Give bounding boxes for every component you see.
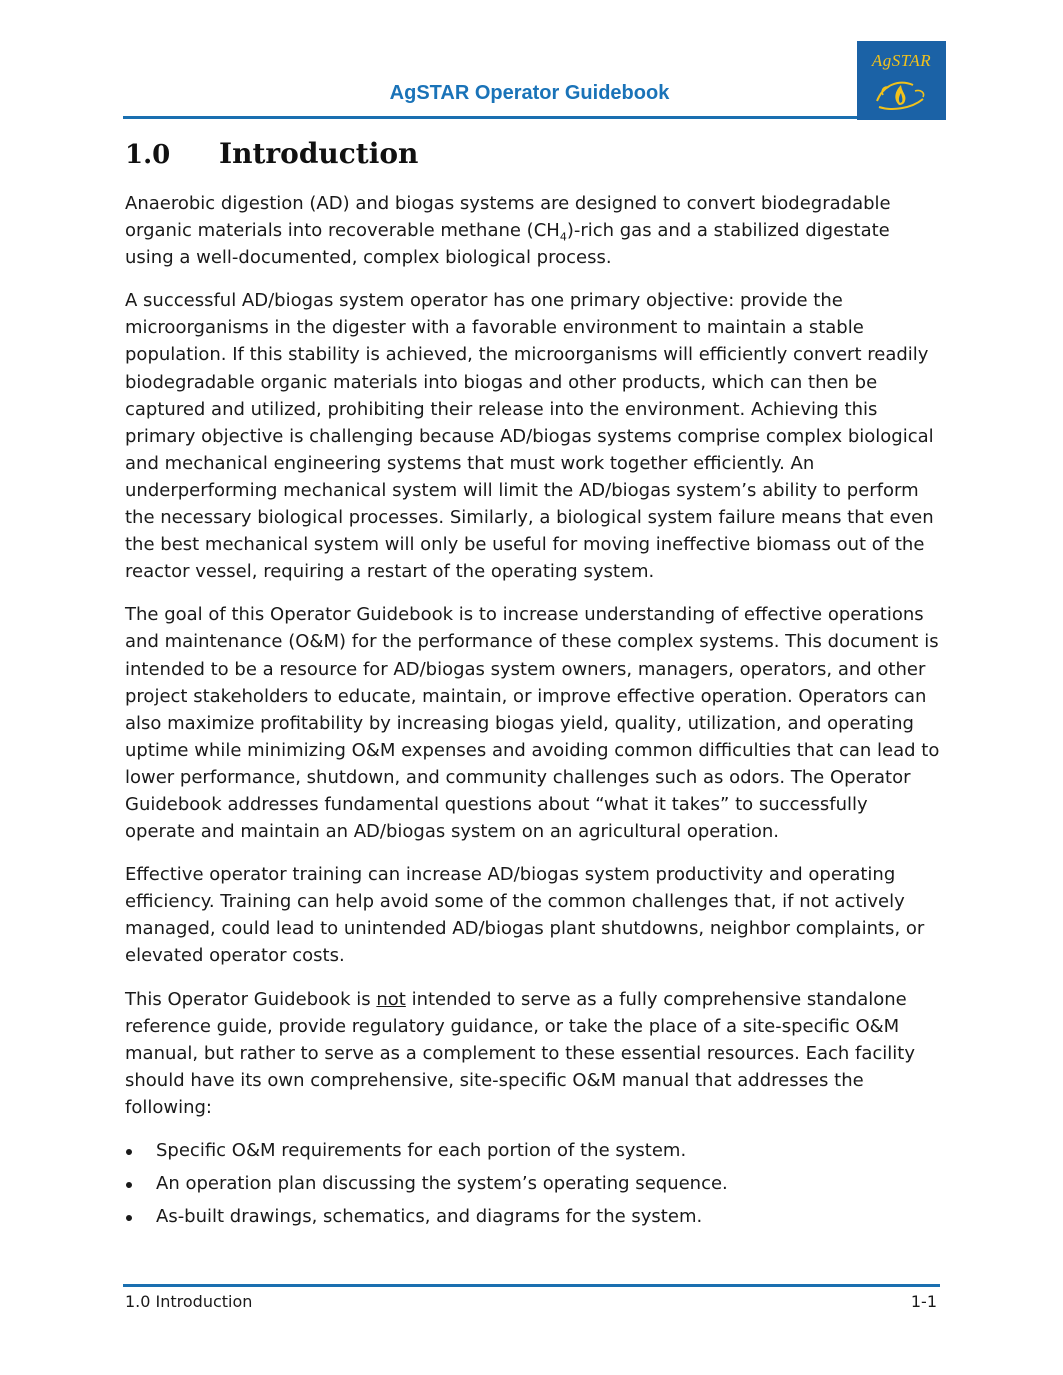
paragraph-2: A successful AD/biogas system operator has one primary objective: provide the microorganisms in the digester with a favorable environment to maintain a stable population. If this stability is achieved, the microorganisms will efficiently convert readily biodegradable organic materials into biogas and other products, which can then be captured and utilized, prohibiting their release into the environment. Achieving this primary objective is challenging because AD/biogas systems comprise complex biological and mechanical engineering systems that must work together efficiently. An underperforming mechanical system will limit the AD/biogas system’s ability to perform the necessary biological processes. Similarly, a biological system failure means that even the best mechanical system will only be useful for moving ineffective biomass out of the reactor vessel, requiring a restart of the operating system.: [125, 290, 934, 583]
paragraph-1-text-a: Anaerobic digestion (AD) and biogas systems are designed to convert biodegradable organic materials into recoverable methane (CH: [125, 193, 891, 242]
header-divider: [123, 116, 857, 119]
footer-section-label: 1.0 Introduction: [125, 1292, 253, 1311]
paragraph-5-text-a: This Operator Guidebook is: [125, 988, 377, 1010]
document-title: AgSTAR Operator Guidebook: [389, 82, 670, 104]
flame-leaf-icon: [869, 71, 933, 115]
paragraph-5-text-b: intended to serve as a fully comprehensive standalone reference guide, provide regulatory guidance, or take the place of a site-specific O&M manual, but rather to serve as a complement to these essential resources. Each facility should have its own comprehensive, site-specific O&M manual that addresses the following:: [125, 988, 915, 1118]
paragraph-1-text-b: )-rich gas and a stabilized digestate using a well-documented, complex biological process.: [125, 220, 890, 269]
list-item: As-built drawings, schematics, and diagrams for the system.: [125, 1203, 941, 1230]
list-item: An operation plan discussing the system’s operating sequence.: [125, 1170, 941, 1197]
logo-wordmark: AgSTAR: [871, 51, 932, 70]
emphasis-not: not: [376, 988, 406, 1010]
paragraph-1: [125, 190, 941, 271]
section-title: Introduction: [219, 137, 419, 170]
list-item: Specific O&M requirements for each portion of the system.: [125, 1137, 941, 1164]
requirements-list: [125, 1137, 941, 1230]
section-heading: [125, 137, 418, 170]
agstar-logo: [857, 41, 946, 120]
paragraph-4: Effective operator training can increase AD/biogas system productivity and operating efficiency. Training can help avoid some of the common challenges that, if not actively managed, could lead to unintended AD/biogas plant shutdowns, neighbor complaints, or elevated operator costs.: [125, 864, 925, 967]
body-content: [125, 190, 941, 1236]
paragraph-3: The goal of this Operator Guidebook is to increase understanding of effective operations and maintenance (O&M) for the performance of these complex systems. This document is intended to be a resource for AD/biogas system owners, managers, operators, and other project stakeholders to educate, maintain, or improve effective operation. Operators can also maximize profitability by increasing biogas yield, quality, utilization, and operating uptime while minimizing O&M expenses and avoiding common difficulties that can lead to lower performance, shutdown, and community challenges such as odors. The Operator Guidebook addresses fundamental questions about “what it takes” to successfully operate and maintain an AD/biogas system on an agricultural operation.: [125, 604, 940, 843]
footer-divider: [123, 1284, 940, 1287]
page-number: 1-1: [910, 1292, 937, 1311]
paragraph-5: [125, 986, 941, 1121]
methane-subscript: 4: [559, 230, 567, 244]
section-number: 1.0: [125, 140, 171, 170]
